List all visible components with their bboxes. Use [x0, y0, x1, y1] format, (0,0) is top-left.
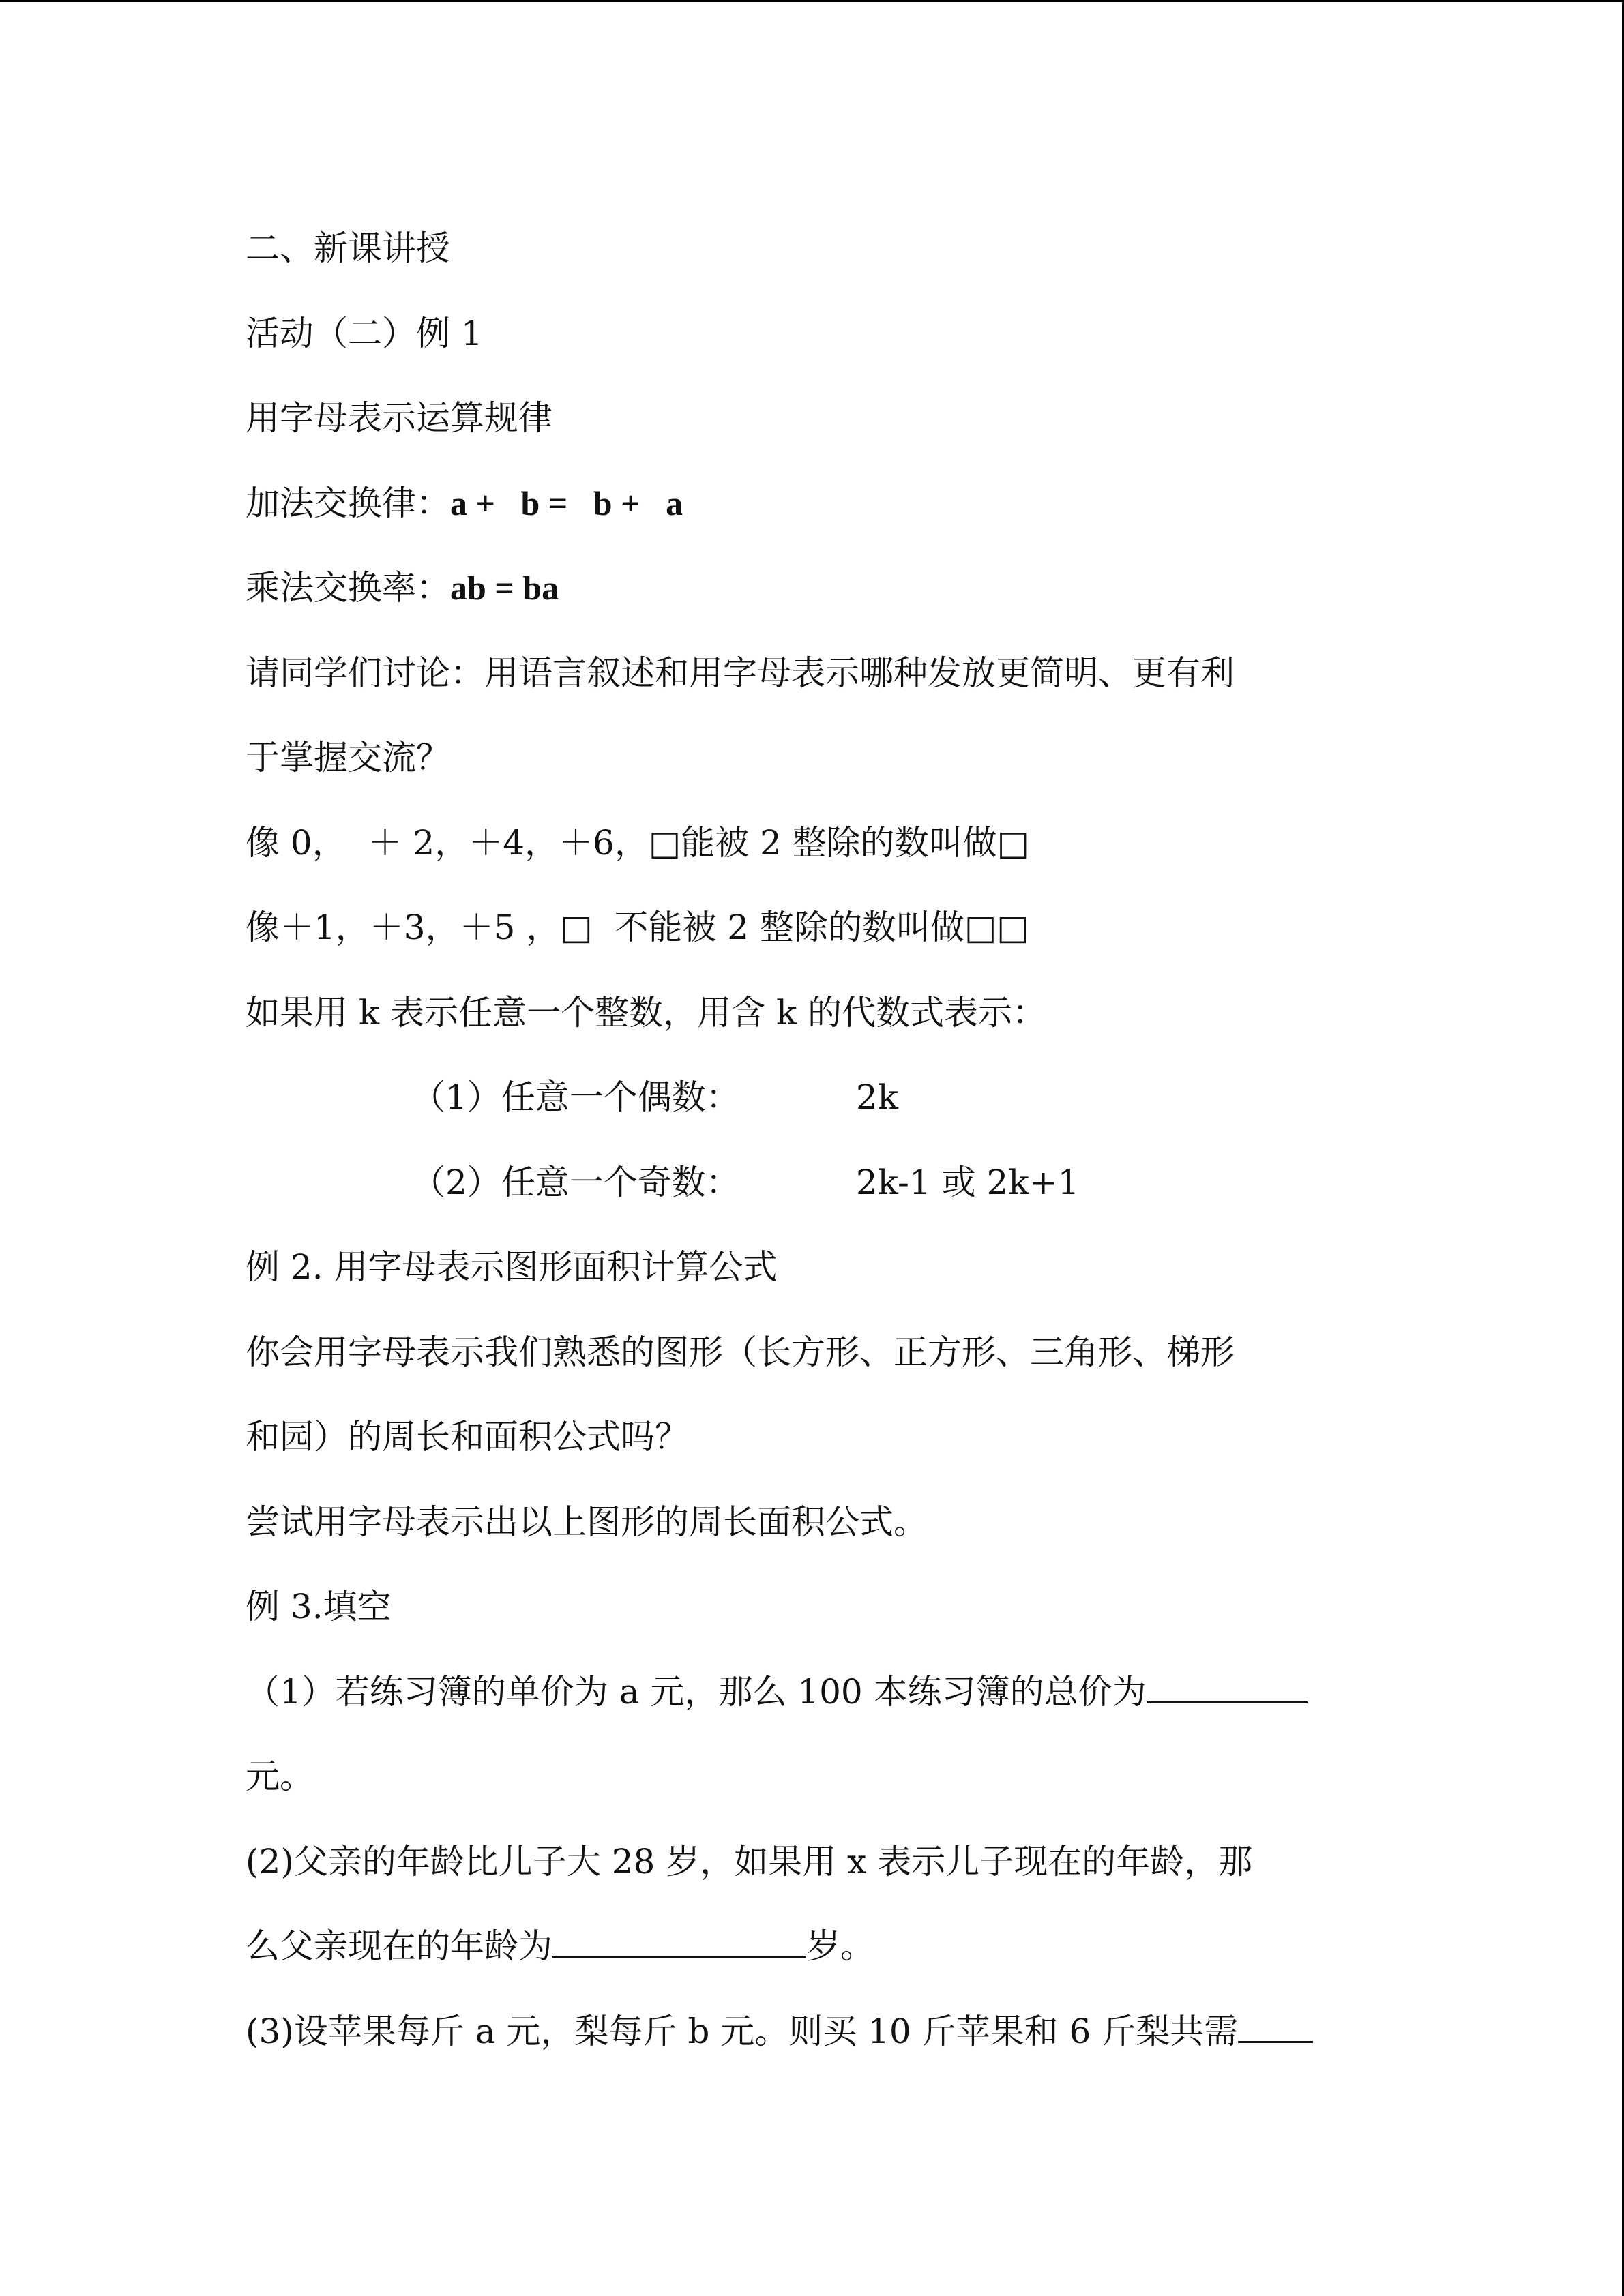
- even-expression-label: （1）任意一个偶数：: [411, 1077, 740, 1117]
- question-3-text: (3)设苹果每斤 a 元，梨每斤 b 元。则买 10 斤苹果和 6 斤梨共需: [246, 2011, 1239, 2051]
- k-intro-line: 如果用 k 表示任意一个整数，用含 k 的代数式表示：: [246, 992, 1047, 1032]
- question-1: [246, 1650, 1391, 1735]
- multiplication-law: [246, 546, 1391, 631]
- addition-law-label: 加法交换律：: [246, 483, 450, 523]
- odd-expression-row: [246, 1140, 1391, 1225]
- rule-title: 用字母表示运算规律: [246, 398, 552, 438]
- question-2-line-2: [246, 1904, 1391, 1989]
- even-expression: 2k: [855, 1077, 898, 1117]
- activity-title: 活动（二）例 1: [246, 313, 483, 353]
- example-2-title: 例 2. 用字母表示图形面积计算公式: [246, 1247, 778, 1287]
- question-3: [246, 1989, 1391, 2074]
- addition-law-formula: a + b = b + a: [450, 483, 683, 522]
- discussion-line-1: 请同学们讨论：用语言叙述和用字母表示哪种发放更简明、更有利: [246, 653, 1235, 693]
- question-1-unit: 元。: [246, 1757, 314, 1796]
- question-2-line-1: (2)父亲的年龄比儿子大 28 岁，如果用 x 表示儿子现在的年龄，那: [246, 1841, 1253, 1881]
- document-body: [246, 206, 1391, 2074]
- example-2-line-2: 和园）的周长和面积公式吗？: [246, 1417, 689, 1457]
- question-2-blank[interactable]: [552, 1931, 806, 1958]
- multiplication-law-formula: ab = ba: [450, 569, 559, 607]
- even-numbers-line: 像 0， ＋ 2，＋4，＋6，□能被 2 整除的数叫做□: [246, 822, 1029, 863]
- addition-law: [246, 461, 1391, 546]
- question-3-blank[interactable]: [1238, 2016, 1313, 2043]
- question-2-text: 么父亲现在的年龄为: [246, 1926, 552, 1966]
- odd-numbers-line: 像＋1，＋3，＋5 ，□ 不能被 2 整除的数叫做□□: [246, 908, 1029, 947]
- odd-expression: 2k-1 或 2k+1: [855, 1162, 1080, 1202]
- example-3-title: 例 3.填空: [246, 1587, 392, 1626]
- page-border-top: [0, 0, 1624, 2]
- multiplication-law-label: 乘法交换率：: [246, 568, 450, 608]
- odd-expression-label: （2）任意一个奇数：: [411, 1162, 740, 1202]
- discussion-line-2: 于掌握交流？: [246, 738, 450, 777]
- question-1-blank[interactable]: [1147, 1677, 1308, 1703]
- question-1-text: （1）若练习簿的单价为 a 元，那么 100 本练习簿的总价为: [246, 1671, 1147, 1712]
- example-2-line-3: 尝试用字母表示出以上图形的周长面积公式。: [246, 1502, 928, 1542]
- section-heading: 二、新课讲授: [246, 228, 450, 268]
- even-expression-row: [246, 1055, 1391, 1140]
- question-2-unit: 岁。: [806, 1926, 874, 1966]
- example-2-line-1: 你会用字母表示我们熟悉的图形（长方形、正方形、三角形、梯形: [246, 1332, 1235, 1372]
